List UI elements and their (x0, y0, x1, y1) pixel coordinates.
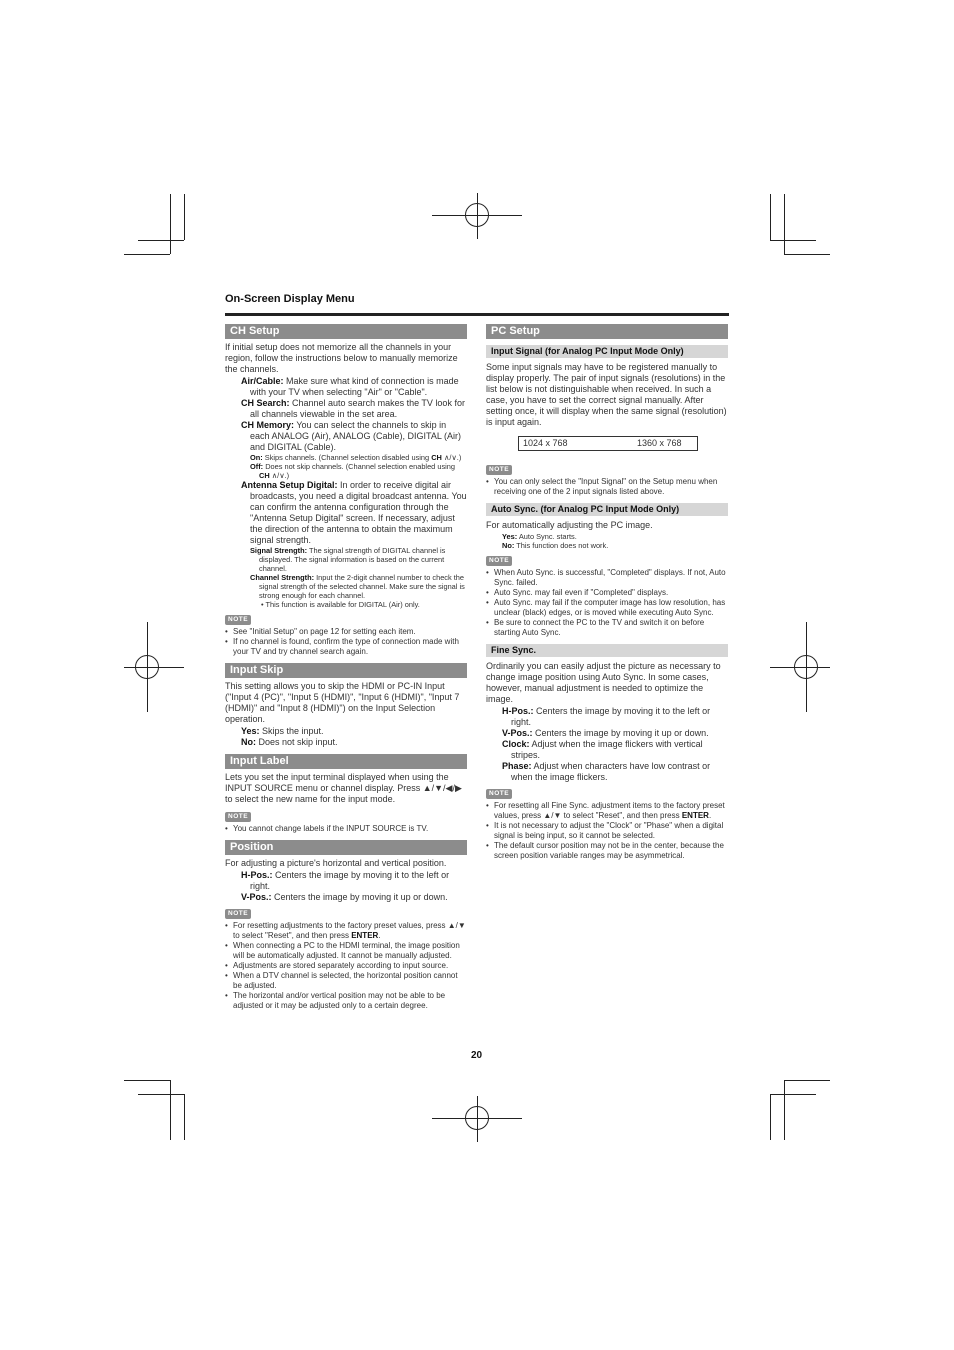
crop-mark (784, 1080, 785, 1140)
crop-mark (138, 240, 184, 241)
ch-setup-notes (225, 627, 467, 657)
signal-strength-item: Signal Strength: The signal strength of DIGITAL channel is displayed. The signal information is based on the current channel. (250, 546, 446, 573)
resolution-1024: 1024 x 768 (523, 438, 568, 448)
auto-sync-options (486, 532, 728, 550)
position-options (225, 870, 467, 903)
list-item: • When Auto Sync. is successful, "Completed" displays. If not, Auto Sync. failed. (494, 568, 728, 588)
input-signal-intro: Some input signals may have to be registered manually to display properly. The pair of input signals (resolutions) in the list below is not distinguishable when received. In such a case, you have to set the correct signal manually. After setting once, it will display when the same signal (resolution) is input again. (486, 362, 727, 427)
auto-sync-intro: For automatically adjusting the PC image. (486, 520, 653, 530)
note-badge: NOTE (225, 812, 251, 822)
note-badge: NOTE (225, 909, 251, 919)
registration-mark (465, 203, 489, 227)
note-badge: NOTE (486, 556, 512, 566)
crop-mark (784, 1080, 830, 1081)
input-label-intro: Lets you set the input terminal displayed when using the INPUT SOURCE menu or channel display. Press ▲/▼/◀/▶ to select the new name for the input mode. (225, 772, 462, 804)
no-option: No: Does not skip input. (241, 737, 338, 747)
vpos-option: V-Pos.: Centers the image by moving it up or down. (241, 892, 448, 902)
yes-option: Yes: Skips the input. (241, 726, 324, 736)
position-intro: For adjusting a picture's horizontal and vertical position. (225, 858, 447, 868)
air-cable-item: Air/Cable: Make sure what kind of connection is made with your TV when selecting "Air" or "Cable". (241, 376, 459, 397)
auto-sync-heading: Auto Sync. (for Analog PC Input Mode Only) (486, 503, 728, 516)
crop-mark (784, 194, 785, 254)
list-item: • It is not necessary to adjust the "Clock" or "Phase" when a digital signal is being input, so it cannot be selected. (494, 821, 728, 841)
list-item: • You cannot change labels if the INPUT SOURCE is TV. (233, 824, 467, 834)
crop-mark (124, 1080, 170, 1081)
input-label-heading: Input Label (225, 754, 467, 769)
ch-memory-options (225, 453, 467, 480)
crop-mark (770, 1094, 816, 1095)
crop-mark (770, 240, 816, 241)
input-signal-heading: Input Signal (for Analog PC Input Mode Only) (486, 345, 728, 358)
fine-sync-options (486, 706, 728, 783)
resolution-table (518, 436, 698, 451)
list-item: • Auto Sync. may fail if the computer image has low resolution, has unclear (black) edges, or is moved while executing Auto Sync. (494, 598, 728, 618)
yes-option: Yes: Auto Sync. starts. (502, 532, 577, 541)
list-item: • For resetting adjustments to the factory preset values, press ▲/▼ to select "Reset", and then press ENTER. (233, 921, 467, 941)
crop-mark (770, 194, 771, 240)
resolution-1360: 1360 x 768 (637, 438, 682, 448)
antenna-item: Antenna Setup Digital: In order to receive digital air broadcasts, you need a digital broadcast antenna. You can confirm the antenna configuration through the "Antenna Setup Digital" screen. If necessary, adjust the direction of the antenna to obtain the maximum signal strength. (241, 480, 467, 545)
phase-option: Phase: Adjust when characters have low contrast or when the image flickers. (502, 761, 711, 782)
position-notes (225, 921, 467, 1011)
ch-setup-intro: If initial setup does not memorize all the channels in your region, follow the instructions below to manually memorize the channels. (225, 342, 458, 374)
list-item: • See "Initial Setup" on page 12 for setting each item. (233, 627, 467, 637)
vpos-option: V-Pos.: Centers the image by moving it up or down. (502, 728, 709, 738)
list-item: • When connecting a PC to the HDMI terminal, the image position will be automatically adjusted. It cannot be manually adjusted. (233, 941, 467, 961)
crop-mark (184, 1094, 185, 1140)
note-badge: NOTE (486, 465, 512, 475)
on-option: On: Skips channels. (Channel selection disabled using CH ∧/∨.) (250, 453, 462, 462)
input-skip-heading: Input Skip (225, 663, 467, 678)
ch-search-item: CH Search: Channel auto search makes the TV look for all channels viewable in the set area. (241, 398, 465, 419)
antenna-options (225, 546, 467, 600)
position-heading: Position (225, 840, 467, 855)
crop-mark (170, 194, 171, 254)
input-label-notes (225, 824, 467, 834)
crop-mark (170, 1080, 171, 1140)
list-item: • The horizontal and/or vertical position may not be able to be adjusted or it may be adjusted only to a certain degree. (233, 991, 467, 1011)
registration-mark (794, 655, 818, 679)
crop-mark (124, 254, 170, 255)
input-signal-notes (486, 477, 728, 497)
auto-sync-notes (486, 568, 728, 638)
list-item: • If no channel is found, confirm the type of connection made with your TV and try channel search again. (233, 637, 467, 657)
crop-mark (784, 254, 830, 255)
crop-mark (184, 194, 185, 240)
note-badge: NOTE (486, 789, 512, 799)
header-rule (225, 313, 729, 316)
list-item: • Auto Sync. may fail even if "Completed" displays. (494, 588, 728, 598)
no-option: No: This function does not work. (502, 541, 609, 550)
channel-strength-item: Channel Strength: Input the 2-digit channel number to check the signal strength of the selected channel. Make sure the signal is strong enough for each channel. (250, 573, 465, 600)
off-option: Off: Does not skip channels. (Channel selection enabled using CH ∧/∨.) (250, 462, 456, 480)
right-column (486, 324, 728, 861)
digital-only-note: • This function is available for DIGITAL (Air) only. (261, 600, 420, 609)
list-item: • Adjustments are stored separately according to input source. (233, 961, 467, 971)
left-column (225, 324, 467, 1011)
list-item: • Be sure to connect the PC to the TV and switch it on before starting Auto Sync. (494, 618, 728, 638)
list-item: • For resetting all Fine Sync. adjustment items to the factory preset values, press ▲/▼ to select "Reset", and then press ENTER. (494, 801, 728, 821)
list-item: • The default cursor position may not be in the center, because the screen position variable ranges may be asymmetrical. (494, 841, 728, 861)
ch-memory-item: CH Memory: You can select the channels to skip in each ANALOG (Air), ANALOG (Cable), DIGITAL (Air) and DIGITAL (Cable). (241, 420, 462, 452)
page-header: On-Screen Display Menu (225, 293, 355, 305)
hpos-option: H-Pos.: Centers the image by moving it to the left or right. (241, 870, 450, 891)
input-skip-options (225, 726, 467, 748)
list-item: • You can only select the "Input Signal" on the Setup menu when receiving one of the 2 input signals listed above. (494, 477, 728, 497)
crop-mark (138, 1094, 184, 1095)
registration-mark (465, 1106, 489, 1130)
clock-option: Clock: Adjust when the image flickers with vertical stripes. (502, 739, 703, 760)
antenna-item-wrap (225, 480, 467, 546)
fine-sync-notes (486, 801, 728, 861)
crop-mark (770, 1094, 771, 1140)
fine-sync-intro: Ordinarily you can easily adjust the picture as necessary to change image position using Auto Sync. In some cases, however, manual adjustment is needed to optimize the image. (486, 661, 721, 704)
registration-mark (135, 655, 159, 679)
page-number: 20 (471, 1050, 483, 1061)
hpos-option: H-Pos.: Centers the image by moving it to the left or right. (502, 706, 711, 727)
pc-setup-heading: PC Setup (486, 324, 728, 339)
ch-setup-items (225, 376, 467, 453)
fine-sync-heading: Fine Sync. (486, 644, 728, 657)
input-skip-intro: This setting allows you to skip the HDMI or PC-IN Input ("Input 4 (PC)", "Input 5 (HDMI)", "Input 6 (HDMI)", "Input 7 (HDMI)" and "Input 8 (HDMI)") on the Input Selection operation. (225, 681, 460, 724)
list-item: • When a DTV channel is selected, the horizontal position cannot be adjusted. (233, 971, 467, 991)
ch-setup-heading: CH Setup (225, 324, 467, 339)
note-badge: NOTE (225, 615, 251, 625)
